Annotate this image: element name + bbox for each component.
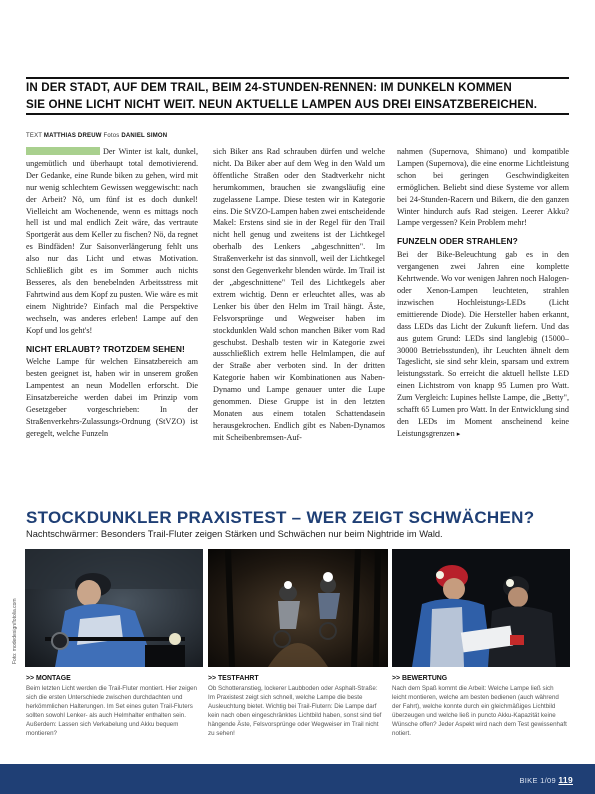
photo-testfahrt: [208, 549, 388, 667]
subheading-nicht-erlaubt: NICHT ERLAUBT? TROTZDEM SEHEN!: [26, 343, 185, 354]
headline-line-1: IN DER STADT, AUF DEM TRAIL, BEIM 24-STUNDEN-RENNEN: IM DUNKELN KOMMEN: [26, 81, 512, 94]
caption-text: Beim letzten Licht werden die Trail-Fluter montiert. Hier zeigen sich die ersten Unterschiede zwischen durchdachten und herkömmlichen Halterungen. Im Set eines guten Trail-Fluters sollten sowohl Lenker- als auch Helmhalter enthalten sein. Außerdem: Lassen sich Verkabelung und Akku bequem montieren?: [26, 685, 197, 738]
caption-text: Ob Schotteranstieg, lockerer Laubboden oder Asphalt-Straße: Im Praxistest zeigt sich schnell, welche Lampe die beste Ausleuchtung bietet. Wichtig bei Trail-Flutern: Die Lampe darf kein nach oben eingeschränktes Lichtbild haben, sonst sind tief hängende Äste, Felsvorsprünge oder Wegweiser im Trail nicht zu sehen!: [208, 685, 382, 738]
subheading-funzeln: FUNZELN ODER STRAHLEN?: [397, 236, 518, 247]
article-column-1: [26, 146, 198, 474]
footer-bar: [0, 764, 595, 794]
photo-credit: Foto: modedesign/fotolia.com: [12, 598, 18, 664]
headline-line-2: SIE OHNE LICHT NICHT WEIT. NEUN AKTUELLE LAMPEN AUS DREI EINSATZBEREICHEN.: [26, 98, 538, 111]
photo-bewertung: [392, 549, 570, 667]
article-intro: Der Winter ist kalt, dunkel, ungemütlich und überhaupt total demotivierend. Der Gedanke, eine Runde biken zu gehen, wird mit nur wenig schlechtem Gewissen weggewischt: nach der Arbeit? Nö, um fünf ist es doch dunkel! Vielleicht am Wochenende, wenn es mittags noch hell ist und mal endlich Zeit wäre, das vertraute Sportgerät aus dem Keller zu fischen? Nö, da regnet es Bindfäden! Zur Saisonverlängerung fehlt uns also nur das Licht und etwas Motivation. Schließlich gibt es im Sommer auch nichts Besseres, als den benebelnden Arbeitsstress mit Fahrtwind aus dem Kopf zu pusten. Wie wäre es mit einem Nightride? Einfach mal die Perspektive wechseln, was anderes erleben! Lampe auf den Kopf und los geht's!: [26, 147, 198, 335]
page-number: 119: [558, 775, 573, 785]
article-paragraph: sich Biker ans Rad schrauben dürfen und welche nicht. Da Biker aber auf dem Weg in den Wald um öffentliche Straßen oder den Stadtverkehr nicht herumkommen, brauchen sie zwangsläufig eine zugelassene Lampe. Diese testen wir in Kategorie eins. Die StVZO-Lampen haben zwei entscheidende Makel: Erstens sind sie in der Regel für den Trail nicht hell genug und zweitens ist der Lichtkegel oberhalb des Lenkers „abgeschnitten". Im Straßenverkehr ist das sinnvoll, weil der Lichtkegel sonst den Gegenverkehr blenden würde. Im Trail ist der „abgeschnittene" Teil des Lichtkegels aber extrem wichtig. Denn er erleuchtet alles, was ab Lenker bis über den Helm im Trail hängt. Äste, Felsvorsprünge und Wegweiser haben im stockdunklen Wald schon manchen Biker vom Rad geschubst. Deshalb testen wir in Kategorie zwei ausschließlich extrem helle Helmlampen, die auf der Straße aber verboten sind. In der dritten Kategorie haben wir Kombinationen aus Naben-Dynamo und Lampe genauer unter die Lupe genommen. Diese Gruppe ist in den letzten Monaten aus einem totalen Schattendasein herausgekrochen. Endlich gibt es Naben-Dynamos mit Scheibenbremsen-Auf-: [213, 147, 385, 442]
footer: [520, 775, 574, 785]
section-title: STOCKDUNKLER PRAXISTEST – WER ZEIGT SCHWÄCHEN?: [26, 508, 535, 527]
caption-montage: [26, 674, 202, 739]
section-subtitle: Nachtschwärmer: Besonders Trail-Fluter zeigen Stärken und Schwächen nur beim Nightride im Wald.: [26, 529, 443, 539]
caption-text: Nach dem Spaß kommt die Arbeit: Welche Lampe ließ sich leicht montieren, welche am besten bedienen (auch während der Fahrt), welche konnte durch ein gleichmäßiges Lichtbild überzeugen und welche ließ in puncto Akku-Kapazität keine Wünsche offen? Jeder Aspekt wird nach dem Test gewissenhaft notiert.: [392, 685, 567, 738]
byline: [26, 133, 167, 139]
article-paragraph: nahmen (Supernova, Shimano) und kompatible Lampen (Supernova), die eine enorme Lichtleistung schon bei geringen Geschwindigkeiten ermöglichen. Beliebt sind diese Systeme vor allem bei 24-Stunden-Racern und Bikern, die den ganzen Winter hindurch aufs Rad steigen. Leerer Akku? Lampe vergessen? Kein Problem mehr!: [397, 147, 569, 228]
article-paragraph: Welche Lampe für welchen Einsatzbereich am besten geeignet ist, haben wir in unserem großen Lampentest an neun Modellen erforscht. Die Einsatzbereiche werden dabei im Prinzip vom Gesetzgeber vorgeschrieben: In der Straßenverkehrs-Zulassungs-Ordnung (StVZO) ist geregelt, welche Funzeln: [26, 357, 198, 438]
byline-text-label: TEXT: [26, 133, 43, 139]
article-column-2: [213, 146, 385, 474]
caption-testfahrt: [208, 674, 384, 739]
article-paragraph: Bei der Bike-Beleuchtung gab es in den vergangenen zwei Jahren eine komplette Kehrtwende. Wo vor wenigen Jahren noch Halogen- oder Xenon-Lampen leuchteten, strahlen inzwischen Hochleistungs-LEDs (Licht emittierende Diode). Die Hersteller haben erkannt, dass LEDs das Licht der Zukunft liefern. Und das aus gutem Grund: LEDs sind langlebig (15000–30000 Betriebsstunden), ihr Leuchten ähnelt dem Tageslicht, sie sind sehr klein, sparsam und extrem leistungsstark. So erreicht die aktuell hellste LED einen Lichtstrom von knapp 95 Lumen pro Watt. Zum Vergleich: Lupines hellste Lampe, die „Betty", schafft 65 Lumen pro Watt. In der Entwicklung sind den LEDs im Moment anscheinend keine Leistungsgrenzen: [397, 250, 569, 438]
continue-arrow-icon: ▸: [456, 429, 461, 438]
caption-bewertung: [392, 674, 568, 739]
caption-heading: >> TESTFAHRT: [208, 675, 259, 682]
photo-montage: [25, 549, 203, 667]
footer-magazine: BIKE 1/09: [519, 776, 556, 785]
byline-photographer: DANIEL SIMON: [121, 133, 168, 139]
lead-highlight-bar: [26, 147, 100, 155]
byline-photo-label: Fotos: [103, 133, 120, 139]
headline-bottom-rule: [26, 113, 569, 115]
byline-author: MATTHIAS DREUW: [43, 133, 102, 139]
article-column-3: [397, 146, 569, 474]
caption-heading: >> MONTAGE: [26, 675, 71, 682]
caption-heading: >> BEWERTUNG: [392, 675, 448, 682]
headline: [26, 79, 571, 113]
